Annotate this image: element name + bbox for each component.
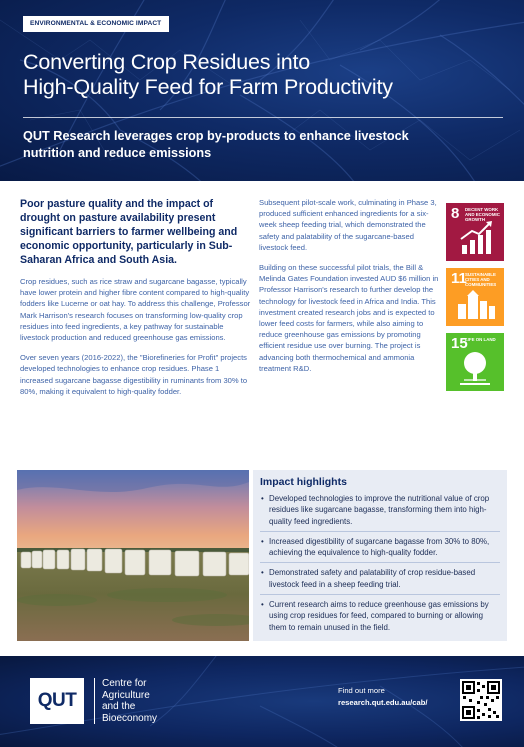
- body-paragraph-2: Over seven years (2016-2022), the "Biorefineries for Profit" projects developed technologies to enhance crop residues. Phase 1 increased sugarcane bagasse digestibility in ruminants from 30% to 80%, making it equivalent to high-quality fodder.: [20, 353, 248, 396]
- impact-item: • Demonstrated safety and palatability of crop residue-based livestock feed in a sheep feeding trial.: [260, 567, 500, 595]
- intro-column: [20, 197, 252, 397]
- city-buildings-icon: [446, 268, 504, 326]
- qr-code-icon: [460, 679, 502, 721]
- body-paragraph-1: Crop residues, such as rice straw and sugarcane bagasse, typically have lower protein and higher fibre content compared to high-quality fodders like Lucerne or oat hay. To address this challenge, Professor Mark Harrison's research focuses on transforming low-quality crop residues into feed ingredients, a key pathway for sustainable livestock production and reduced greenhouse gas emissions.: [20, 277, 251, 343]
- logo-divider: [94, 678, 95, 724]
- impact-item: • Developed technologies to improve the nutritional value of crop residues like sugarcane bagasse, transforming them into high-quality feed ingredients.: [260, 493, 500, 532]
- qut-logo: QUT: [30, 678, 84, 724]
- body-paragraph-4: Building on these successful pilot trials, the Bill & Melinda Gates Foundation invested AUD $6 million in Professor Harrison's research to further develop the technology for livestock feed in Africa and India. This investment created research jobs and is expected to lower feed costs for farmers, while also aiming to reduce greenhouse gas emissions by promoting efficient residue use over burning. The project is advancing both thermochemical and ammonia treatment R&D.: [259, 263, 439, 373]
- sdg-8-badge: [446, 203, 504, 261]
- sdg-15-badge: [446, 333, 504, 391]
- header-banner: [0, 0, 524, 181]
- qr-code[interactable]: [460, 679, 502, 721]
- find-out-more-label: Find out more: [338, 686, 385, 695]
- sdg-15-number: 15: [451, 335, 468, 352]
- website-link[interactable]: research.qut.edu.au/cab/: [338, 698, 428, 707]
- sdg-8-number: 8: [451, 205, 460, 222]
- impact-list: [260, 493, 500, 641]
- centre-name: Centre for Agriculture and the Bioeconomy: [102, 678, 158, 724]
- sdg-15-label: LIFE ON LAND: [465, 337, 496, 342]
- sdg-11-label: SUSTAINABLE CITIES AND COMMUNITIES: [465, 272, 497, 287]
- sdg-11-number: 11: [451, 270, 467, 287]
- body-paragraph-3: Subsequent pilot-scale work, culminating in Phase 3, produced sufficient enhanced ingredients for a six-week sheep feeding trial, which demonstrated the safety and palatability of the sugarcane-based livestock feed.: [259, 198, 437, 252]
- growth-chart-icon: [446, 203, 504, 261]
- lead-paragraph: Poor pasture quality and the impact of drought on pasture availability present significant barriers to farmer wellbeing and economic opportunity, particularly in Sub-Saharan Africa and South Asia.: [20, 198, 238, 266]
- header-divider: [23, 117, 503, 118]
- footer-banner: [0, 656, 524, 747]
- farm-photo: [17, 470, 249, 641]
- sdg-11-badge: [446, 268, 504, 326]
- sdg-8-label: DECENT WORK AND ECONOMIC GROWTH: [465, 207, 500, 222]
- tree-icon: [446, 333, 504, 391]
- impact-item: • Current research aims to reduce greenhouse gas emissions by using crop residues for feed, compared to burning or allowing them to remain unused in the field.: [260, 599, 500, 637]
- impact-heading: Impact highlights: [260, 476, 347, 488]
- hay-bales-field-image: [17, 470, 249, 641]
- impact-item: • Increased digestibility of sugarcane bagasse from 30% to 80%, achieving the equivalence to high-quality fodder.: [260, 536, 500, 564]
- page-title: Converting Crop Residues into High-Quality Feed for Farm Productivity: [23, 50, 393, 99]
- impact-highlights-panel: [253, 470, 507, 641]
- category-tag: ENVIRONMENTAL & ECONOMIC IMPACT: [23, 16, 169, 32]
- page-subtitle: QUT Research leverages crop by-products to enhance livestock nutrition and reduce emissions: [23, 129, 409, 160]
- detail-column: [259, 197, 439, 374]
